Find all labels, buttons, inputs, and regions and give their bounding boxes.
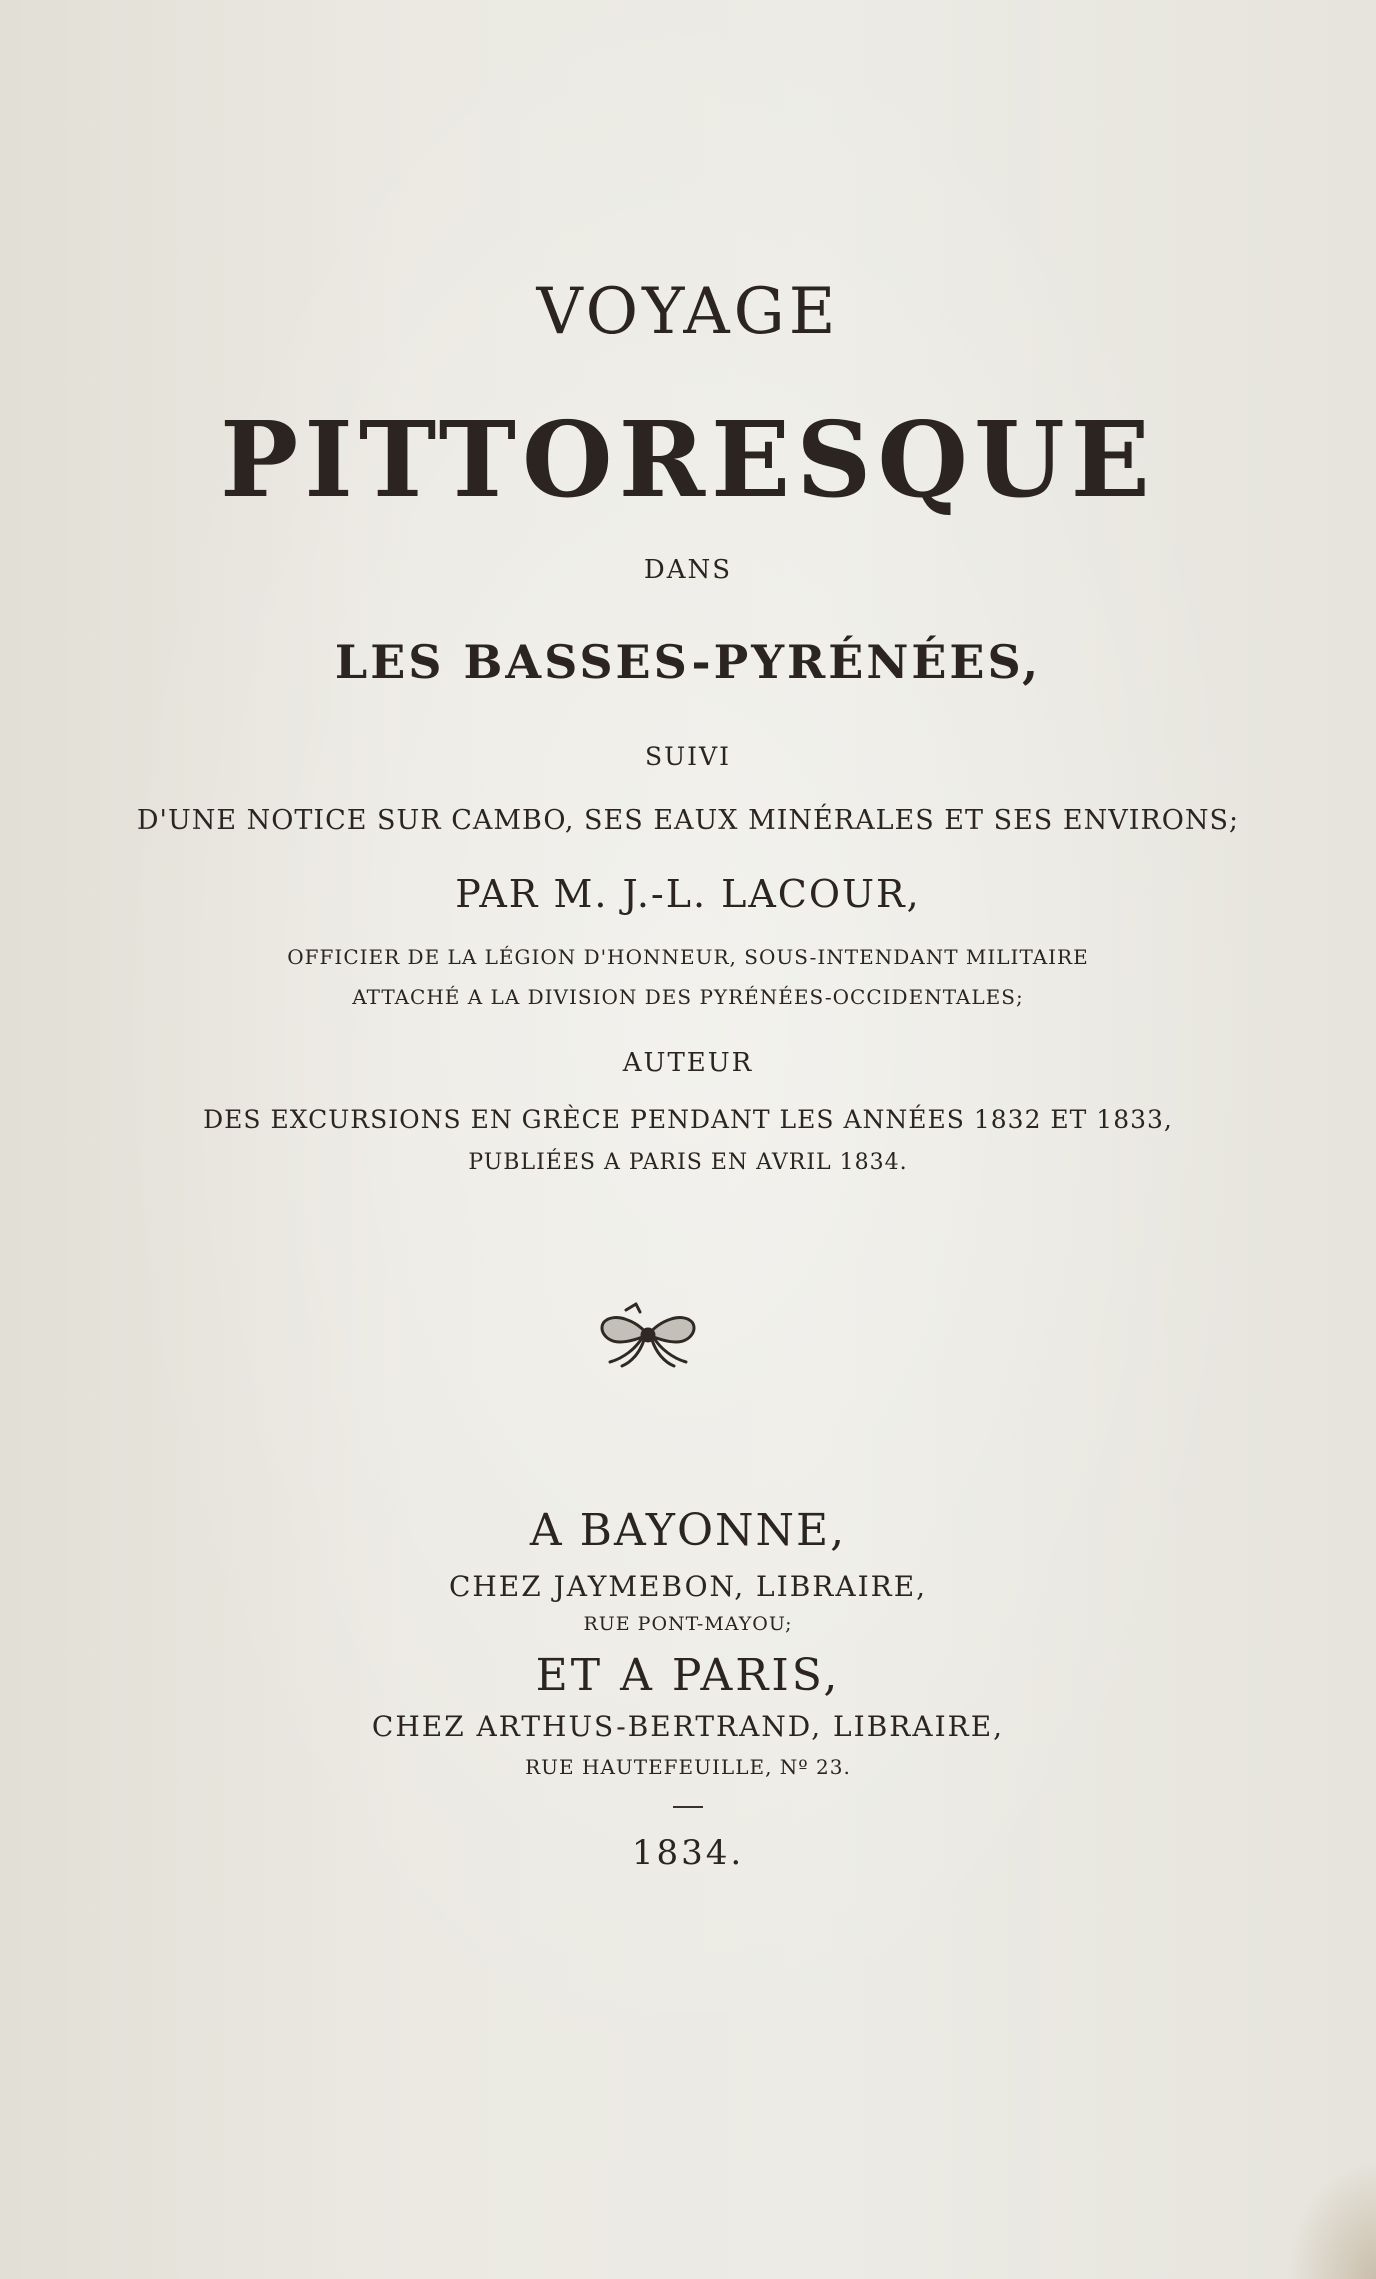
author-title-line-1: OFFICIER DE LA LÉGION D'HONNEUR, SOUS-INTENDANT MILITAIRE [287, 945, 1089, 969]
imprint-paris-publisher: CHEZ ARTHUS-BERTRAND, LIBRAIRE, [371, 1710, 1005, 1743]
subtitle-notice: D'UNE NOTICE SUR CAMBO, SES EAUX MINÉRALES ET SES ENVIRONS; [136, 805, 1240, 836]
prior-work-published-line: PUBLIÉES A PARIS EN AVRIL 1834. [468, 1150, 908, 1175]
author-title-line-2: ATTACHÉ A LA DIVISION DES PYRÉNÉES-OCCIDENTALES; [352, 985, 1024, 1009]
author-line: PAR M. J.-L. LACOUR, [455, 872, 921, 916]
separator-dash [673, 1806, 703, 1808]
imprint-paris: ET A PARIS, [535, 1650, 841, 1701]
prior-work-line: DES EXCURSIONS EN GRÈCE PENDANT LES ANNÉES 1832 ET 1833, [203, 1105, 1173, 1134]
publication-year: 1834. [631, 1833, 745, 1873]
auteur-heading: AUTEUR [622, 1048, 754, 1078]
title-pittoresque: PITTORESQUE [220, 398, 1156, 521]
subtitle-suivi: SUIVI [644, 742, 731, 771]
title-basses-pyrenees: LES BASSES-PYRÉNÉES, [334, 635, 1042, 689]
ribbon-bow-icon [596, 1302, 700, 1368]
bleed-through-text [200, 1190, 1100, 1252]
title-voyage: VOYAGE [536, 275, 840, 349]
imprint-bayonne: A BAYONNE, [529, 1505, 847, 1556]
title-dans: DANS [643, 555, 733, 585]
imprint-paris-street: RUE HAUTEFEUILLE, Nº 23. [525, 1755, 851, 1779]
imprint-bayonne-publisher: CHEZ JAYMEBON, LIBRAIRE, [448, 1570, 928, 1603]
edge-stain [1286, 2159, 1376, 2279]
imprint-bayonne-street: RUE PONT-MAYOU; [583, 1613, 793, 1635]
